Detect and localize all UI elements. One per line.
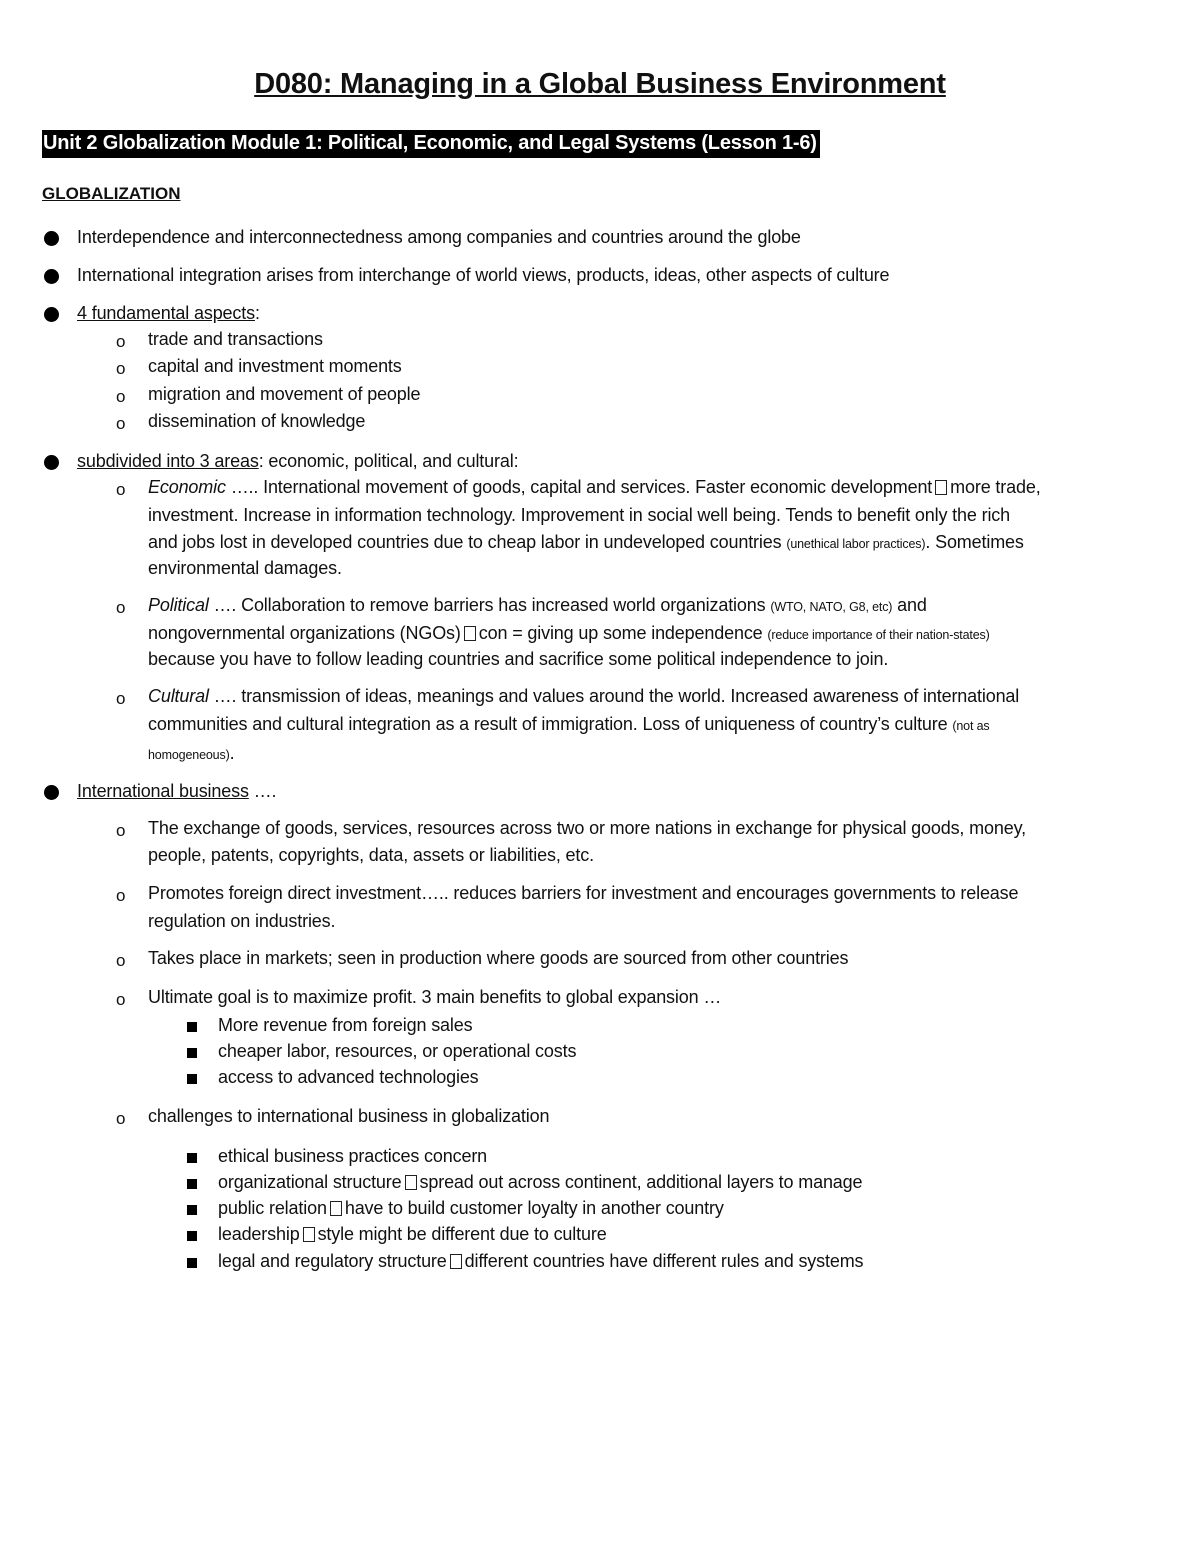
economic-line-3: and jobs lost in developed countries due to cheap labor in undeveloped countries (unethical labor practices). Sometimes	[148, 532, 1024, 552]
political-line-3: because you have to follow leading countries and sacrifice some political independence to join.	[148, 649, 889, 669]
sub-bullet-icon: o	[116, 332, 126, 351]
list-item: public relation have to build customer loyalty in another country	[218, 1198, 724, 1218]
economic-line-2: investment. Increase in information technology. Improvement in social well being. Tends to benefit only the rich	[148, 505, 1011, 525]
sub-bullet-icon: o	[116, 990, 126, 1009]
list-item: legal and regulatory structure different countries have different rules and systems	[218, 1251, 864, 1271]
arrow-glyph-icon	[935, 480, 947, 495]
sub-bullet-icon: o	[116, 1109, 126, 1128]
political-line-1: Political …. Collaboration to remove barriers has increased world organizations (WTO, NATO, G8, etc) and	[148, 595, 927, 615]
political-line-2: nongovernmental organizations (NGOs) con = giving up some independence (reduce importance of their nation-states)	[148, 623, 990, 643]
bullet-text: Interdependence and interconnectedness among companies and countries around the globe	[77, 227, 801, 247]
list-item: organizational structure spread out across continent, additional layers to manage	[218, 1172, 863, 1192]
square-bullet-icon	[187, 1074, 197, 1084]
list-item: leadership style might be different due to culture	[218, 1224, 607, 1244]
section-heading: GLOBALIZATION	[42, 184, 181, 203]
unit-heading: Unit 2 Globalization Module 1: Political, Economic, and Legal Systems (Lesson 1-6)	[42, 130, 820, 158]
cultural-line-3: homogeneous).	[148, 743, 235, 763]
arrow-glyph-icon	[464, 626, 476, 641]
sub-bullet-icon: o	[116, 414, 126, 433]
bullet-text: International integration arises from interchange of world views, products, ideas, other aspects of culture	[77, 265, 890, 285]
square-bullet-icon	[187, 1258, 197, 1268]
intl-line: challenges to international business in globalization	[148, 1106, 550, 1126]
list-item: capital and investment moments	[148, 356, 402, 376]
list-item: trade and transactions	[148, 329, 323, 349]
sub-bullet-icon: o	[116, 359, 126, 378]
aspects-heading: 4 fundamental aspects:	[77, 303, 260, 323]
arrow-glyph-icon	[450, 1254, 462, 1269]
arrow-glyph-icon	[330, 1201, 342, 1216]
sub-bullet-icon: o	[116, 387, 126, 406]
list-item: access to advanced technologies	[218, 1067, 479, 1087]
square-bullet-icon	[187, 1153, 197, 1163]
list-item: More revenue from foreign sales	[218, 1015, 473, 1035]
intl-line: people, patents, copyrights, data, assets or liabilities, etc.	[148, 845, 594, 865]
bullet-icon	[44, 269, 59, 284]
square-bullet-icon	[187, 1231, 197, 1241]
list-item: ethical business practices concern	[218, 1146, 488, 1166]
sub-bullet-icon: o	[116, 821, 126, 840]
list-item: cheaper labor, resources, or operational costs	[218, 1041, 577, 1061]
bullet-icon	[44, 785, 59, 800]
square-bullet-icon	[187, 1022, 197, 1032]
intl-line: The exchange of goods, services, resources across two or more nations in exchange for physical goods, money,	[148, 818, 1026, 838]
intl-line: Promotes foreign direct investment….. reduces barriers for investment and encourages governments to release	[148, 883, 1019, 903]
cultural-line-1: Cultural …. transmission of ideas, meanings and values around the world. Increased awareness of international	[148, 686, 1020, 706]
intl-heading: International business ….	[77, 781, 277, 801]
arrow-glyph-icon	[405, 1175, 417, 1190]
intl-line: regulation on industries.	[148, 911, 336, 931]
sub-bullet-icon: o	[116, 480, 126, 499]
sub-bullet-icon: o	[116, 886, 126, 905]
list-item: dissemination of knowledge	[148, 411, 366, 431]
document-title: D080: Managing in a Global Business Environment	[254, 68, 946, 100]
intl-line: Takes place in markets; seen in production where goods are sourced from other countries	[148, 948, 849, 968]
economic-line-1: Economic ….. International movement of goods, capital and services. Faster economic development more trade,	[148, 477, 1041, 497]
cultural-line-2: communities and cultural integration as a result of immigration. Loss of uniqueness of country’s culture (not as	[148, 714, 990, 734]
intl-line: Ultimate goal is to maximize profit. 3 main benefits to global expansion …	[148, 987, 722, 1007]
areas-heading: subdivided into 3 areas: economic, political, and cultural:	[77, 451, 519, 471]
square-bullet-icon	[187, 1179, 197, 1189]
sub-bullet-icon: o	[116, 951, 126, 970]
bullet-icon	[44, 307, 59, 322]
sub-bullet-icon: o	[116, 689, 126, 708]
bullet-icon	[44, 455, 59, 470]
square-bullet-icon	[187, 1205, 197, 1215]
bullet-icon	[44, 231, 59, 246]
sub-bullet-icon: o	[116, 598, 126, 617]
square-bullet-icon	[187, 1048, 197, 1058]
list-item: migration and movement of people	[148, 384, 421, 404]
economic-line-4: environmental damages.	[148, 558, 342, 578]
arrow-glyph-icon	[303, 1227, 315, 1242]
